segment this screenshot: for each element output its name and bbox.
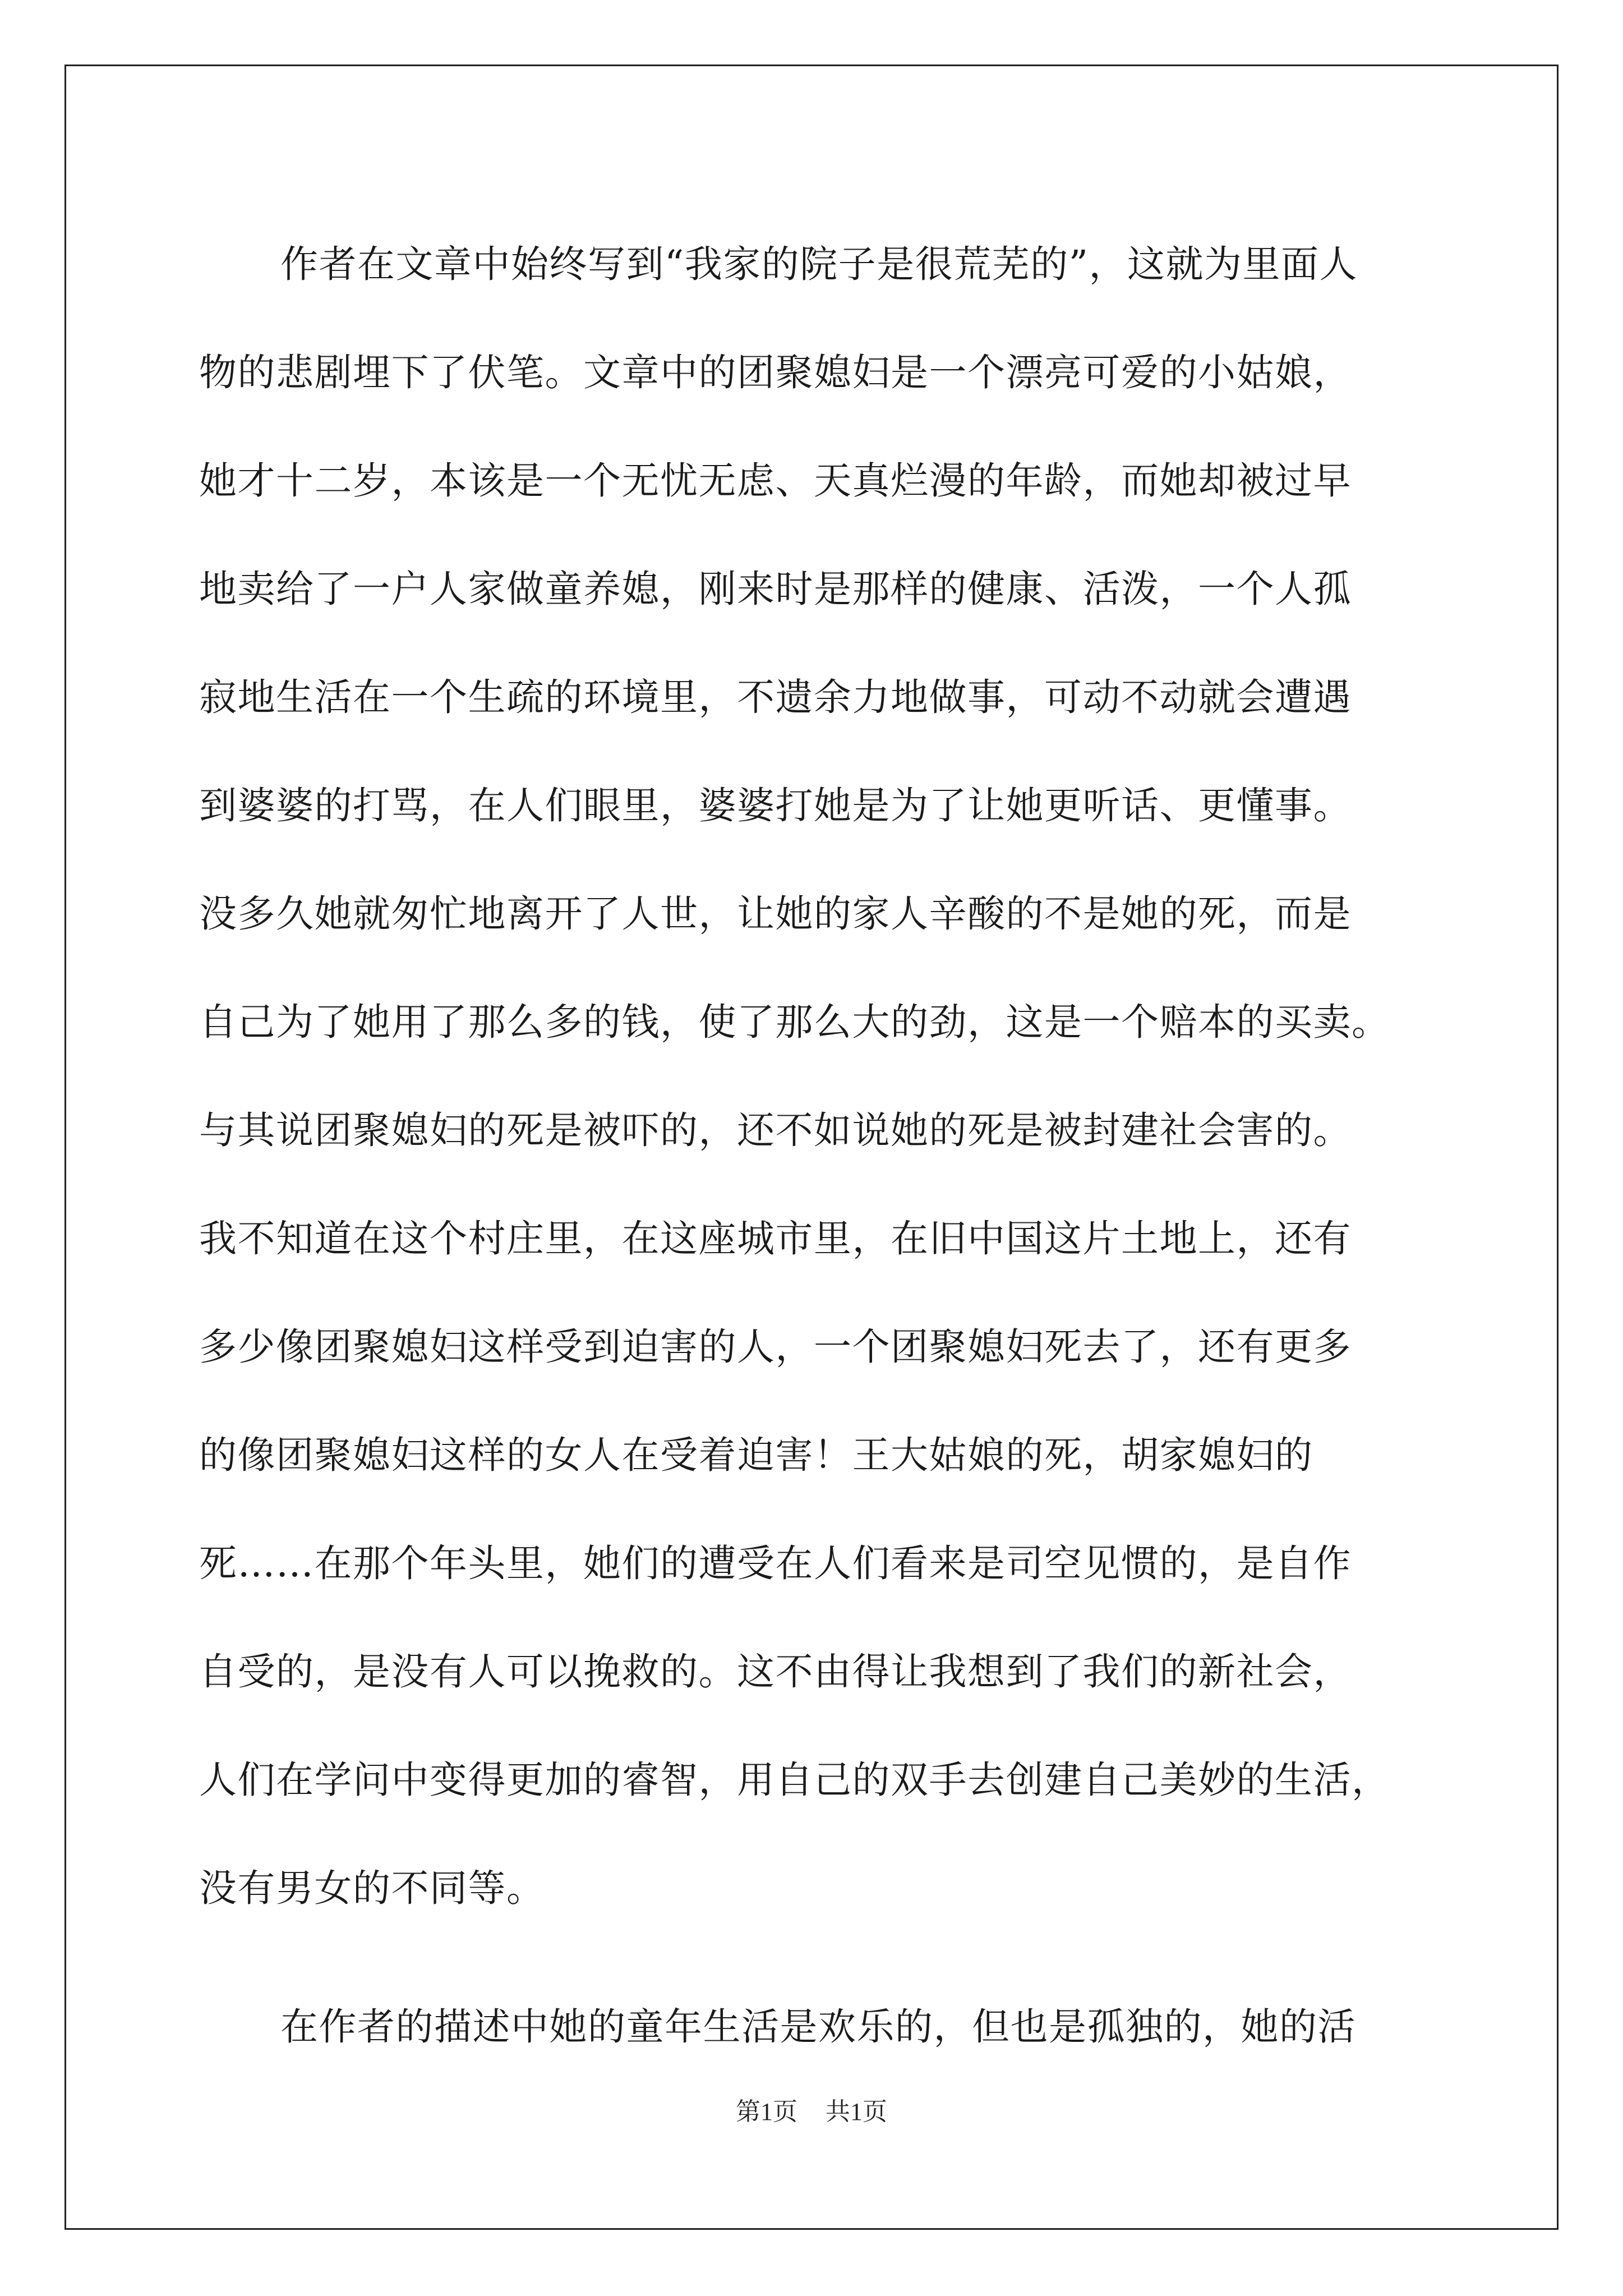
paragraph-1-line-3: 她才十二岁，本该是一个无忧无虑、天真烂漫的年龄，而她却被过早 [199, 459, 1352, 503]
paragraph-1-line-13: 死……在那个年头里，她们的遭受在人们看来是司空见惯的，是自作 [199, 1542, 1352, 1585]
paragraph-1-line-9: 与其说团聚媳妇的死是被吓的，还不如说她的死是被封建社会害的。 [199, 1108, 1352, 1152]
document-body [199, 210, 1430, 2081]
paragraph-1-line-16: 没有男女的不同等。 [199, 1866, 545, 1910]
paragraph-1-line-14: 自受的，是没有人可以挽救的。这不由得让我想到了我们的新社会， [199, 1650, 1352, 1694]
page-footer [0, 2095, 1623, 2129]
paragraph-1-line-5: 寂地生活在一个生疏的环境里，不遗余力地做事，可动不动就会遭遇 [199, 675, 1352, 719]
page-number-current: 第1页 [736, 2098, 797, 2125]
paragraph-1-line-12: 的像团聚媳妇这样的女人在受着迫害！王大姑娘的死，胡家媳妇的 [199, 1433, 1313, 1477]
paragraph-spacing [199, 1943, 1430, 1973]
paragraph-1-line-8: 自己为了她用了那么多的钱，使了那么大的劲，这是一个赔本的买卖。 [199, 1000, 1390, 1044]
page-number-total: 共1页 [826, 2098, 887, 2125]
paragraph-1-line-2: 物的悲剧埋下了伏笔。文章中的团聚媳妇是一个漂亮可爱的小姑娘， [199, 351, 1352, 394]
paragraph-1-line-10: 我不知道在这个村庄里，在这座城市里，在旧中国这片土地上，还有 [199, 1217, 1352, 1260]
paragraph-1-line-6: 到婆婆的打骂，在人们眼里，婆婆打她是为了让她更听话、更懂事。 [199, 784, 1352, 827]
paragraph-1-line-4: 地卖给了一户人家做童养媳，刚来时是那样的健康、活泼，一个人孤 [199, 567, 1352, 611]
paragraph-2-line-1: 在作者的描述中她的童年生活是欢乐的，但也是孤独的，她的活 [280, 2005, 1356, 2049]
paragraph-1-line-11: 多少像团聚媳妇这样受到迫害的人，一个团聚媳妇死去了，还有更多 [199, 1325, 1352, 1369]
paragraph-1-line-15: 人们在学问中变得更加的睿智，用自己的双手去创建自己美妙的生活， [199, 1758, 1390, 1802]
paragraph-1-line-1: 作者在文章中始终写到“我家的院子是很荒芜的”，这就为里面人 [280, 242, 1358, 286]
paragraph-1-line-7: 没多久她就匆忙地离开了人世，让她的家人辛酸的不是她的死，而是 [199, 892, 1352, 936]
